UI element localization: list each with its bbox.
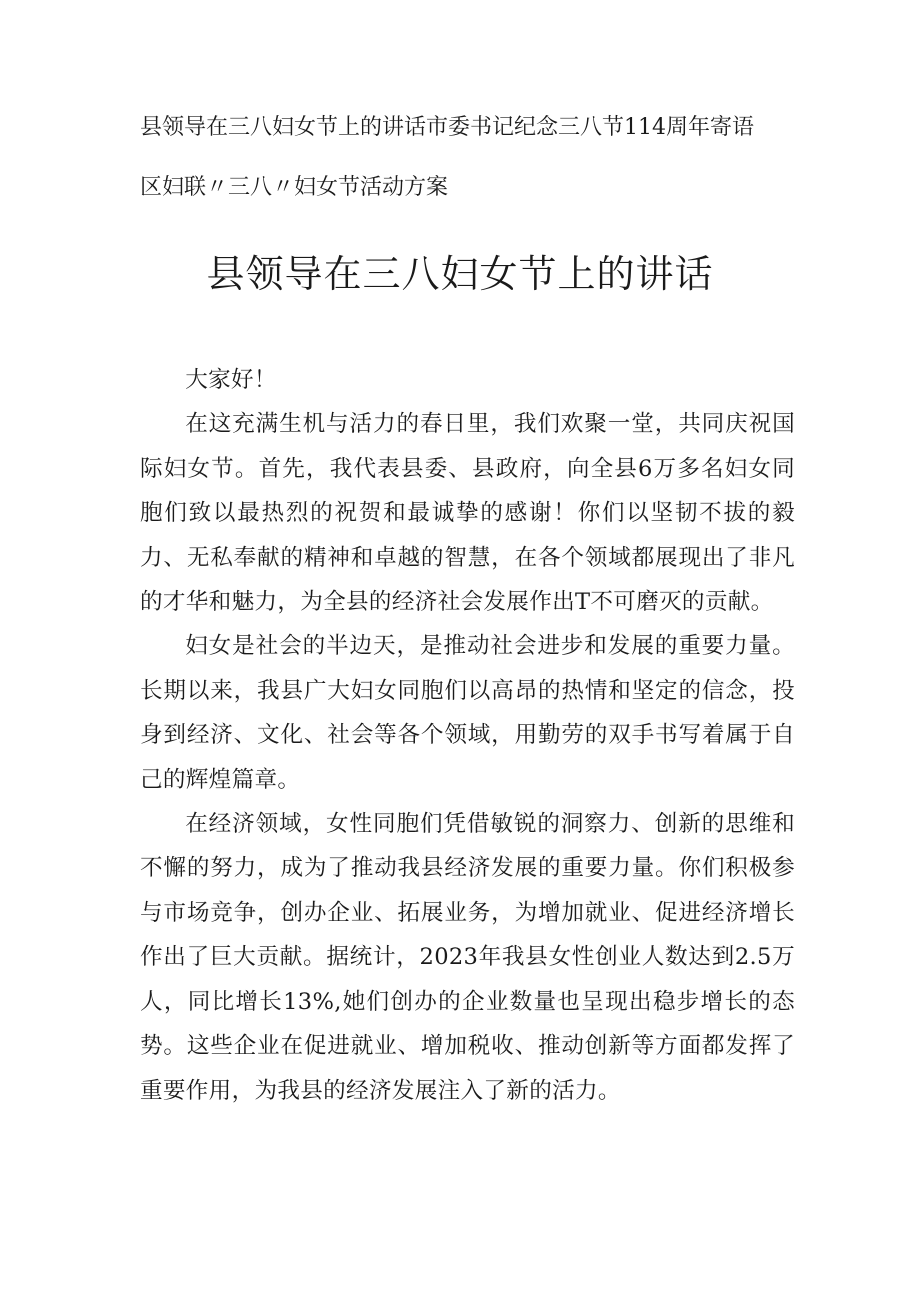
body-paragraph-3: 在经济领域，女性同胞们凭借敏锐的洞察力、创新的思维和不懈的努力，成为了推动我县经济发展的重要力量。你们积极参与市场竞争，创办企业、拓展业务，为增加就业、促进经济增长作出了巨大贡献。据统计，2023年我县女性创业人数达到2.5万人，同比增长13%,她们创办的企业数量也呈现出稳步增长的态势。这些企业在促进就业、增加税收、推动创新等方面都发挥了重要作用，为我县的经济发展注入了新的活力。	[140, 811, 795, 1104]
related-doc-link-1[interactable]: 县领导在三八妇女节上的讲话市委书记纪念三八节114周年寄语	[140, 115, 754, 140]
body-paragraph-1: 在这充满生机与活力的春日里，我们欢聚一堂，共同庆祝国际妇女节。首先，我代表县委、县政府，向全县6万多名妇女同胞们致以最热烈的祝贺和最诚挚的感谢！你们以坚韧不拔的毅力、无私奉献的精神和卓越的智慧，在各个领域都展现出了非凡的才华和魅力，为全县的经济社会发展作出T不可磨灭的贡献。	[140, 411, 795, 616]
related-doc-link-2[interactable]: 区妇联〃三八〃妇女节活动方案	[140, 175, 449, 200]
document-title: 县领导在三八妇女节上的讲话	[206, 252, 714, 296]
body-paragraph-2: 妇女是社会的半边天，是推动社会进步和发展的重要力量。长期以来，我县广大妇女同胞们以高昂的热情和坚定的信念，投身到经济、文化、社会等各个领域，用勤劳的双手书写着属于自己的辉煌篇章。	[140, 633, 795, 793]
greeting-paragraph: 大家好！	[185, 367, 277, 393]
document-body	[140, 358, 795, 1113]
